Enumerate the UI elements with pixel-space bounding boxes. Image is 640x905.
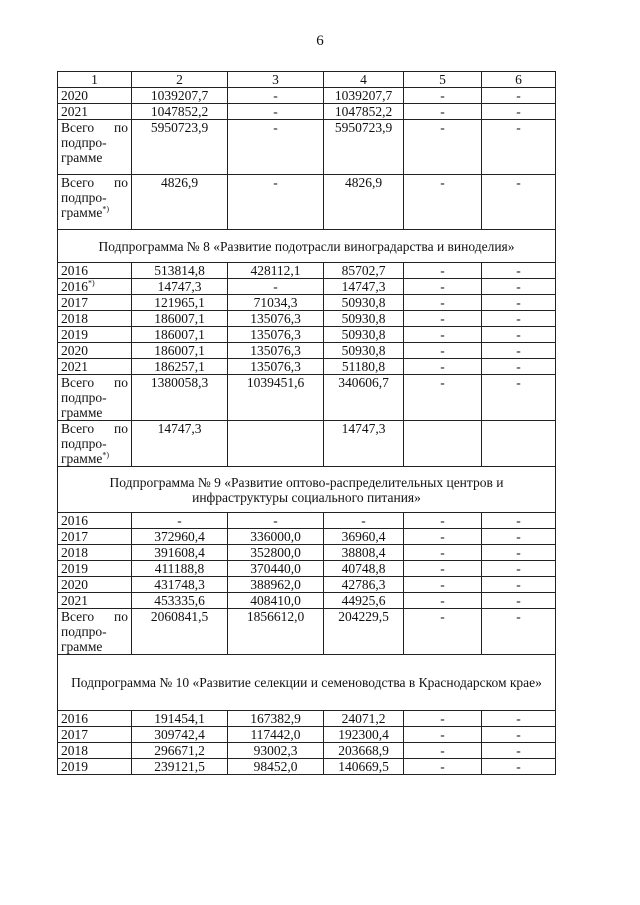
row-label-text: 2019	[61, 561, 88, 576]
cell-c2: 431748,3	[132, 577, 228, 593]
cell-c5: -	[404, 545, 482, 561]
table-row	[58, 359, 556, 375]
table-row	[58, 263, 556, 279]
cell-c3: -	[228, 120, 324, 175]
row-label	[58, 104, 132, 120]
column-header: 3	[228, 72, 324, 88]
cell-c4: 50930,8	[324, 343, 404, 359]
cell-c5: -	[404, 513, 482, 529]
row-label-text: 2021	[61, 593, 88, 608]
table-row	[58, 743, 556, 759]
row-label	[58, 577, 132, 593]
cell-c2: 309742,4	[132, 727, 228, 743]
cell-c2: -	[132, 513, 228, 529]
cell-c5: -	[404, 593, 482, 609]
row-label	[58, 545, 132, 561]
cell-c2: 411188,8	[132, 561, 228, 577]
subprogram-title: Подпрограмма № 8 «Развитие подотрасли виноградарства и виноделия»	[58, 230, 556, 263]
table-row	[58, 593, 556, 609]
row-label-text: 2019	[61, 759, 88, 774]
cell-c3: 167382,9	[228, 711, 324, 727]
table-row	[58, 561, 556, 577]
cell-c2: 5950723,9	[132, 120, 228, 175]
cell-c6: -	[482, 759, 556, 775]
cell-c5: -	[404, 88, 482, 104]
cell-c6: -	[482, 727, 556, 743]
row-label-text: 2017	[61, 529, 88, 544]
cell-c6: -	[482, 711, 556, 727]
cell-c6: -	[482, 120, 556, 175]
cell-c3: 135076,3	[228, 343, 324, 359]
row-label-text: Всего по подпро-грамме	[61, 175, 128, 220]
cell-c6: -	[482, 175, 556, 230]
cell-c4: 203668,9	[324, 743, 404, 759]
table-header-row	[58, 72, 556, 88]
cell-c5: -	[404, 279, 482, 295]
cell-c5: -	[404, 727, 482, 743]
row-label	[58, 529, 132, 545]
column-header: 4	[324, 72, 404, 88]
row-label-text: 2017	[61, 295, 88, 310]
row-label	[58, 561, 132, 577]
table-row	[58, 609, 556, 655]
table-row	[58, 175, 556, 230]
cell-c2: 1047852,2	[132, 104, 228, 120]
cell-c5: -	[404, 711, 482, 727]
column-header: 5	[404, 72, 482, 88]
row-label	[58, 593, 132, 609]
cell-c5	[404, 421, 482, 467]
row-label	[58, 311, 132, 327]
table-row	[58, 327, 556, 343]
row-label	[58, 295, 132, 311]
cell-c5: -	[404, 311, 482, 327]
cell-c4: 36960,4	[324, 529, 404, 545]
table-row	[58, 279, 556, 295]
table-row	[58, 421, 556, 467]
cell-c5: -	[404, 359, 482, 375]
cell-c6: -	[482, 743, 556, 759]
cell-c4: 5950723,9	[324, 120, 404, 175]
cell-c4: 50930,8	[324, 295, 404, 311]
cell-c4: 140669,5	[324, 759, 404, 775]
row-label-text: 2021	[61, 359, 88, 374]
row-label-text: 2021	[61, 104, 88, 119]
subprogram-title: Подпрограмма № 9 «Развитие оптово-распределительных центров и инфраструктуры социального питания»	[58, 467, 556, 513]
table-row	[58, 577, 556, 593]
row-label	[58, 88, 132, 104]
cell-c6: -	[482, 295, 556, 311]
table-row	[58, 295, 556, 311]
cell-c2: 191454,1	[132, 711, 228, 727]
cell-c4: 85702,7	[324, 263, 404, 279]
row-label	[58, 175, 132, 230]
row-label-text: Всего по подпро-грамме	[61, 120, 128, 165]
cell-c6: -	[482, 545, 556, 561]
cell-c2: 14747,3	[132, 279, 228, 295]
column-header: 1	[58, 72, 132, 88]
cell-c2: 2060841,5	[132, 609, 228, 655]
subprogram-title-row	[58, 230, 556, 263]
cell-c3: -	[228, 88, 324, 104]
cell-c4: 38808,4	[324, 545, 404, 561]
cell-c4: -	[324, 513, 404, 529]
cell-c6: -	[482, 327, 556, 343]
cell-c2: 121965,1	[132, 295, 228, 311]
cell-c6: -	[482, 104, 556, 120]
cell-c4: 14747,3	[324, 421, 404, 467]
cell-c6: -	[482, 88, 556, 104]
cell-c5: -	[404, 529, 482, 545]
row-label-text: 2016	[61, 513, 88, 528]
cell-c5: -	[404, 343, 482, 359]
cell-c2: 1380058,3	[132, 375, 228, 421]
cell-c3: 135076,3	[228, 359, 324, 375]
subprogram-title-row	[58, 655, 556, 711]
table-row	[58, 545, 556, 561]
table-row	[58, 311, 556, 327]
row-label-text: 2019	[61, 327, 88, 342]
cell-c2: 4826,9	[132, 175, 228, 230]
cell-c4: 50930,8	[324, 327, 404, 343]
cell-c2: 186007,1	[132, 343, 228, 359]
cell-c6: -	[482, 593, 556, 609]
row-label	[58, 375, 132, 421]
cell-c5: -	[404, 577, 482, 593]
footnote-mark: *)	[88, 278, 95, 288]
cell-c6: -	[482, 263, 556, 279]
cell-c5: -	[404, 104, 482, 120]
cell-c3: 336000,0	[228, 529, 324, 545]
cell-c4: 1047852,2	[324, 104, 404, 120]
cell-c6: -	[482, 359, 556, 375]
row-label	[58, 343, 132, 359]
row-label	[58, 359, 132, 375]
row-label-text: 2020	[61, 577, 88, 592]
table-row	[58, 759, 556, 775]
cell-c5: -	[404, 120, 482, 175]
table-row	[58, 343, 556, 359]
cell-c6: -	[482, 343, 556, 359]
cell-c6: -	[482, 311, 556, 327]
cell-c4: 1039207,7	[324, 88, 404, 104]
cell-c6: -	[482, 561, 556, 577]
cell-c4: 204229,5	[324, 609, 404, 655]
cell-c4: 51180,8	[324, 359, 404, 375]
row-label	[58, 279, 132, 295]
cell-c3: 71034,3	[228, 295, 324, 311]
column-header: 2	[132, 72, 228, 88]
cell-c4: 40748,8	[324, 561, 404, 577]
cell-c2: 239121,5	[132, 759, 228, 775]
cell-c4: 4826,9	[324, 175, 404, 230]
cell-c4: 192300,4	[324, 727, 404, 743]
cell-c3: 135076,3	[228, 327, 324, 343]
cell-c6	[482, 421, 556, 467]
cell-c3: 352800,0	[228, 545, 324, 561]
footnote-mark: *)	[102, 204, 110, 214]
cell-c4: 42786,3	[324, 577, 404, 593]
cell-c2: 186257,1	[132, 359, 228, 375]
cell-c5: -	[404, 263, 482, 279]
row-label	[58, 711, 132, 727]
cell-c3: 408410,0	[228, 593, 324, 609]
table-row	[58, 529, 556, 545]
cell-c6: -	[482, 513, 556, 529]
cell-c3: 428112,1	[228, 263, 324, 279]
row-label-text: 2020	[61, 88, 88, 103]
cell-c6: -	[482, 577, 556, 593]
row-label-text: 2018	[61, 311, 88, 326]
cell-c4: 340606,7	[324, 375, 404, 421]
cell-c2: 372960,4	[132, 529, 228, 545]
row-label-text: Всего по подпро-грамме	[61, 375, 128, 420]
row-label-text: 2016	[61, 279, 88, 294]
cell-c5: -	[404, 175, 482, 230]
cell-c2: 513814,8	[132, 263, 228, 279]
cell-c4: 24071,2	[324, 711, 404, 727]
cell-c2: 186007,1	[132, 311, 228, 327]
row-label	[58, 727, 132, 743]
row-label	[58, 743, 132, 759]
row-label-text: 2016	[61, 711, 88, 726]
row-label	[58, 263, 132, 279]
row-label	[58, 759, 132, 775]
row-label-text: 2018	[61, 545, 88, 560]
cell-c5: -	[404, 759, 482, 775]
cell-c5: -	[404, 327, 482, 343]
cell-c2: 391608,4	[132, 545, 228, 561]
row-label-text: 2017	[61, 727, 88, 742]
page-number: 6	[316, 33, 324, 49]
cell-c4: 14747,3	[324, 279, 404, 295]
cell-c3: -	[228, 279, 324, 295]
cell-c4: 44925,6	[324, 593, 404, 609]
table-row	[58, 120, 556, 175]
cell-c5: -	[404, 295, 482, 311]
cell-c6: -	[482, 279, 556, 295]
subprogram-title: Подпрограмма № 10 «Развитие селекции и семеноводства в Краснодарском крае»	[58, 655, 556, 711]
row-label	[58, 421, 132, 467]
row-label	[58, 513, 132, 529]
table-row	[58, 88, 556, 104]
cell-c3: -	[228, 104, 324, 120]
cell-c2: 14747,3	[132, 421, 228, 467]
cell-c4: 50930,8	[324, 311, 404, 327]
table-row	[58, 711, 556, 727]
row-label-text: 2018	[61, 743, 88, 758]
footnote-mark: *)	[102, 450, 110, 460]
cell-c3	[228, 421, 324, 467]
cell-c5: -	[404, 743, 482, 759]
cell-c3: 1039451,6	[228, 375, 324, 421]
cell-c3: -	[228, 175, 324, 230]
cell-c6: -	[482, 375, 556, 421]
cell-c2: 296671,2	[132, 743, 228, 759]
table-row	[58, 104, 556, 120]
cell-c2: 186007,1	[132, 327, 228, 343]
cell-c3: 93002,3	[228, 743, 324, 759]
cell-c3: 388962,0	[228, 577, 324, 593]
row-label	[58, 120, 132, 175]
cell-c3: 135076,3	[228, 311, 324, 327]
subprogram-title-row	[58, 467, 556, 513]
row-label-text: 2020	[61, 343, 88, 358]
cell-c5: -	[404, 609, 482, 655]
cell-c2: 453335,6	[132, 593, 228, 609]
cell-c3: 370440,0	[228, 561, 324, 577]
cell-c3: -	[228, 513, 324, 529]
cell-c6: -	[482, 609, 556, 655]
table-row	[58, 375, 556, 421]
cell-c3: 1856612,0	[228, 609, 324, 655]
cell-c3: 98452,0	[228, 759, 324, 775]
row-label	[58, 327, 132, 343]
row-label	[58, 609, 132, 655]
cell-c2: 1039207,7	[132, 88, 228, 104]
table-row	[58, 513, 556, 529]
column-header: 6	[482, 72, 556, 88]
row-label-text: Всего по подпро-грамме	[61, 421, 128, 466]
row-label-text: 2016	[61, 263, 88, 278]
cell-c5: -	[404, 561, 482, 577]
table-row	[58, 727, 556, 743]
row-label-text: Всего по подпро-грамме	[61, 609, 128, 654]
cell-c6: -	[482, 529, 556, 545]
cell-c3: 117442,0	[228, 727, 324, 743]
cell-c5: -	[404, 375, 482, 421]
budget-table	[57, 71, 556, 775]
